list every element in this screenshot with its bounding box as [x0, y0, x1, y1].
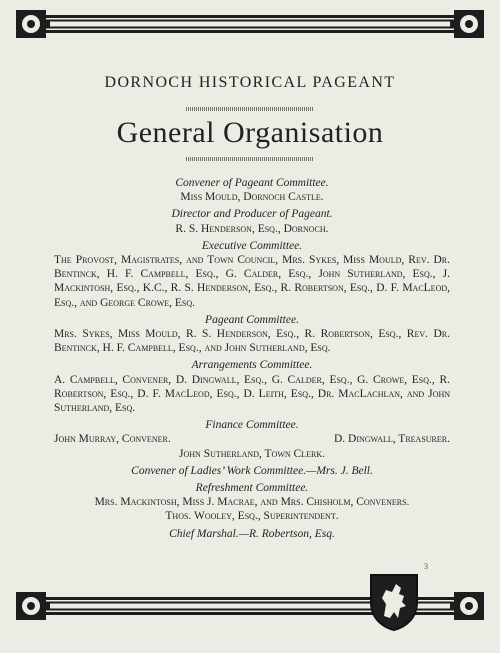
- finance-officers: [54, 432, 450, 446]
- section-pageant: [54, 313, 450, 356]
- dotted-rule-bottom: [186, 157, 314, 161]
- section-marshal: [54, 527, 450, 541]
- finance-convener: John Murray, Convener.: [54, 433, 171, 446]
- section-text: Mrs. Sykes, Miss Mould, R. S. Henderson, Esq., R. Robertson, Esq., Rev. Dr. Bentinck, H. F. Campbell, Esq., and John Sutherland, Esq.: [54, 328, 450, 355]
- section-convener: [54, 176, 450, 204]
- page-title: General Organisation: [116, 116, 384, 149]
- section-text: The Provost, Magistrates, and Town Council, Mrs. Sykes, Miss Mould, Rev. Dr. Bentinck, H. F. Campbell, Esq., G. Calder, Esq., John Sutherland, Esq., J. Mackintosh, Esq., K.C., R. S. Henderson, Esq., R. Robertson, Esq., D. F. MacLeod, Esq., and George Crowe, Esq.: [54, 254, 450, 309]
- section-title: Refreshment Committee.: [195, 482, 309, 495]
- section-title: Finance Committee.: [205, 419, 299, 432]
- finance-treasurer: D. Dingwall, Treasurer.: [333, 433, 450, 446]
- ladies-convener-line: Convener of Ladies’ Work Committee.—Mrs. J. Bell.: [131, 464, 373, 477]
- finance-clerk: John Sutherland, Town Clerk.: [179, 447, 325, 460]
- section-director: [54, 207, 450, 235]
- section-arrangements: [54, 358, 450, 415]
- section-title: Pageant Committee.: [205, 313, 299, 326]
- section-text: A. Campbell, Convener, D. Dingwall, Esq., G. Calder, Esq., G. Crowe, Esq., R. Robertson, Esq., D. F. MacLeod, Esq., D. Leith, Esq., Dr. MacLachlan, and John Sutherland, Esq.: [54, 373, 450, 415]
- pageant-heading: DORNOCH HISTORICAL PAGEANT: [104, 74, 396, 91]
- section-finance: [54, 418, 450, 461]
- organisation-list: [54, 176, 450, 544]
- section-executive: [54, 239, 450, 310]
- section-title: Director and Producer of Pageant.: [171, 208, 333, 221]
- dotted-rule-top: [186, 107, 314, 111]
- page-number: 3: [424, 562, 428, 571]
- section-title: Arrangements Committee.: [191, 359, 313, 372]
- section-ladies: [54, 464, 450, 478]
- refreshment-conveners: Mrs. Mackintosh, Miss J. Macrae, and Mrs. Chisholm, Conveners.: [94, 496, 410, 509]
- refreshment-superintendent: Thos. Wooley, Esq., Superintendent.: [165, 510, 339, 523]
- heraldic-shield-icon: [368, 572, 420, 632]
- section-refreshment: [54, 481, 450, 524]
- top-ornamental-border: [14, 6, 486, 42]
- section-title: Executive Committee.: [201, 239, 303, 252]
- section-title: Convener of Pageant Committee.: [175, 177, 329, 189]
- section-line: Miss Mould, Dornoch Castle.: [180, 191, 324, 204]
- chief-marshal-line: Chief Marshal.—R. Robertson, Esq.: [169, 527, 335, 540]
- section-line: R. S. Henderson, Esq., Dornoch.: [175, 222, 329, 235]
